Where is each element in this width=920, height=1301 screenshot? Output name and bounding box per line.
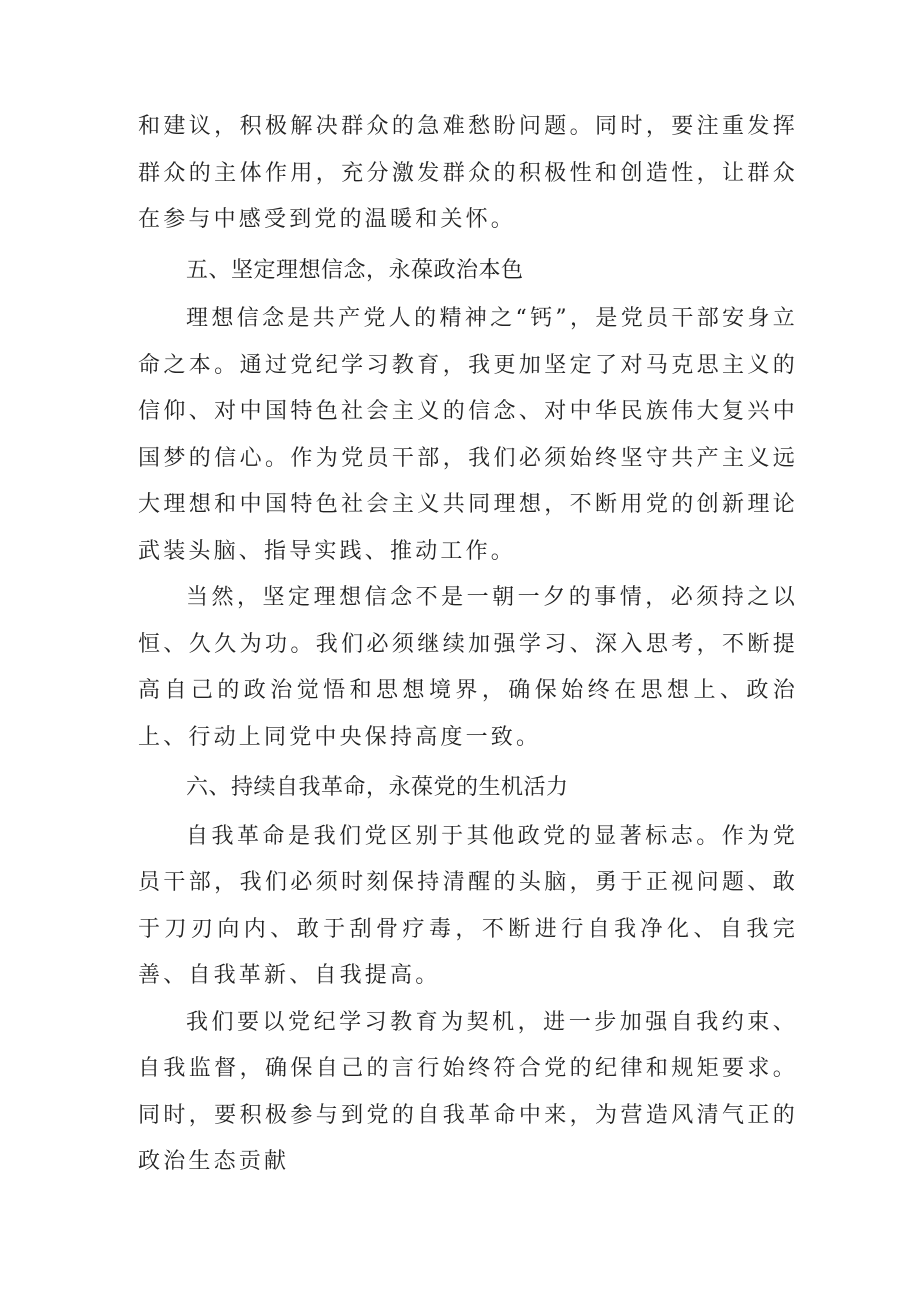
paragraph-5-2: 当然，坚定理想信念不是一朝一夕的事情，必须持之以恒、久久为功。我们必须继续加强学习、深入思考，不断提高自己的政治觉悟和思想境界，确保始终在思想上、政治上、行动上同党中央保持高度一致。	[138, 585, 798, 750]
section-heading-6: 六、持续自我革命，永葆党的生机活力	[186, 775, 569, 800]
paragraph-6-2: 我们要以党纪学习教育为契机，进一步加强自我约束、自我监督，确保自己的言行始终符合党的纪律和规矩要求。同时，要积极参与到党的自我革命中来，为营造风清气正的政治生态贡献	[138, 1009, 798, 1174]
paragraph-continued: 和建议，积极解决群众的急难愁盼问题。同时，要注重发挥群众的主体作用，充分激发群众的积极性和创造性，让群众在参与中感受到党的温暖和关怀。	[138, 114, 798, 232]
document-page	[138, 104, 798, 1186]
paragraph-6-1: 自我革命是我们党区别于其他政党的显著标志。作为党员干部，我们必须时刻保持清醒的头脑，勇于正视问题、敢于刀刃向内、敢于刮骨疗毒，不断进行自我净化、自我完善、自我革新、自我提高。	[138, 823, 798, 988]
paragraph-5-1: 理想信念是共产党人的精神之“钙”，是党员干部安身立命之本。通过党纪学习教育，我更加坚定了对马克思主义的信仰、对中国特色社会主义的信念、对中华民族伟大复兴中国梦的信心。作为党员干部，我们必须始终坚守共产主义远大理想和中国特色社会主义共同理想，不断用党的创新理论武装头脑、指导实践、推动工作。	[138, 306, 798, 564]
section-heading-5: 五、坚定理想信念，永葆政治本色	[186, 257, 524, 283]
